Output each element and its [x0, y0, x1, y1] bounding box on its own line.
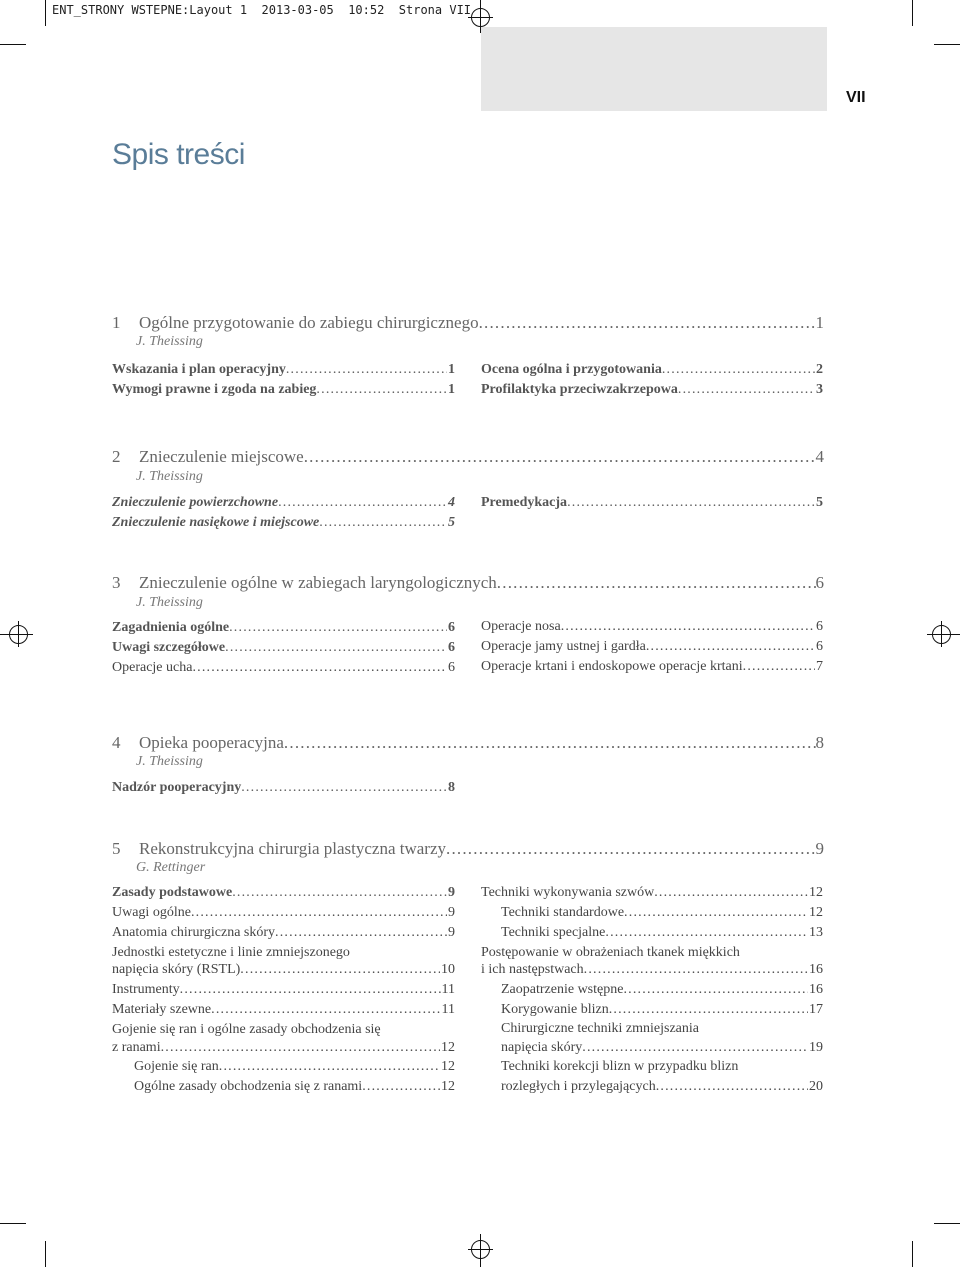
chapter-author: G. Rettinger — [136, 860, 206, 875]
chapter-page: 4 — [815, 447, 824, 466]
toc-subentry: Gojenie się ran ..... 12 — [134, 1059, 455, 1075]
registration-circle-top — [471, 8, 490, 27]
registration-circle-left — [9, 625, 28, 644]
chapter-heading — [112, 839, 824, 859]
toc-entry: Zagadnienia ogólne ..... 6 — [112, 620, 455, 636]
toc-subentry: Korygowanie blizn ..... 17 — [501, 1002, 823, 1018]
toc-entry: Operacje jamy ustnej i gardła ..... 6 — [481, 639, 823, 655]
toc-entry: Operacje krtani i endoskopowe operacje krtani ..... 7 — [481, 659, 823, 675]
chapter-author: J. Theissing — [136, 334, 203, 349]
toc-subentry: napięcia skóry ..... 19 — [501, 1040, 823, 1056]
chapter-page: 9 — [815, 839, 824, 858]
chapter-author: J. Theissing — [136, 469, 203, 484]
chapter-number: 3 — [112, 573, 121, 592]
toc-subentry-line1: Techniki korekcji blizn w przypadku blizn — [501, 1059, 739, 1074]
toc-subentry: Techniki specjalne ..... 13 — [501, 925, 823, 941]
toc-subentry: Techniki standardowe ..... 12 — [501, 905, 823, 921]
chapter-number: 4 — [112, 733, 121, 752]
toc-entry: Anatomia chirurgiczna skóry ..... 9 — [112, 925, 455, 941]
toc-entry: Nadzór pooperacyjny ..... 8 — [112, 780, 455, 796]
toc-entry: Premedykacja ..... 5 — [481, 495, 823, 511]
chapter-number: 1 — [112, 313, 121, 332]
toc-entry: Zasady podstawowe ..... 9 — [112, 885, 455, 901]
toc-entry: Uwagi szczegółowe ..... 6 — [112, 640, 455, 656]
print-slug: ENT_STRONY WSTEPNE:Layout 1 2013-03-05 10:52 Strona VII — [52, 3, 472, 17]
toc-entry: Operacje ucha ..... 6 — [112, 660, 455, 676]
page-number-tab — [481, 27, 827, 111]
chapter-number: 2 — [112, 447, 121, 466]
toc-subentry-line1: Chirurgiczne techniki zmniejszania — [501, 1021, 700, 1036]
chapter-heading — [112, 313, 824, 333]
page-number: VII — [846, 89, 866, 106]
toc-subentry: Ogólne zasady obchodzenia się z ranami ..... 12 — [134, 1079, 455, 1095]
chapter-heading — [112, 733, 824, 753]
toc-entry-line1: Jednostki estetyczne i linie zmniejszonego — [112, 945, 350, 960]
toc-subentry: rozległych i przylegających ..... 20 — [501, 1079, 823, 1095]
chapter-page: 1 — [815, 313, 824, 332]
chapter-title: Znieczulenie miejscowe — [139, 447, 304, 466]
toc-entry: Instrumenty ..... 11 — [112, 982, 455, 998]
toc-entry: Materiały szewne ..... 11 — [112, 1002, 455, 1018]
chapter-author: J. Theissing — [136, 595, 203, 610]
chapter-number: 5 — [112, 839, 121, 858]
toc-entry: Techniki wykonywania szwów ..... 12 — [481, 885, 823, 901]
chapter-heading — [112, 447, 824, 467]
registration-circle-bottom — [471, 1240, 490, 1259]
toc-entry: Wymogi prawne i zgoda na zabieg ..... 1 — [112, 382, 455, 398]
toc-entry: Znieczulenie powierzchowne ..... 4 — [112, 495, 455, 511]
toc-entry: Wskazania i plan operacyjny ..... 1 — [112, 362, 455, 378]
registration-circle-right — [932, 625, 951, 644]
page-title: Spis treści — [112, 138, 245, 171]
chapter-title: Rekonstrukcyjna chirurgia plastyczna twarzy — [139, 839, 446, 858]
toc-entry: Profilaktyka przeciwzakrzepowa ..... 3 — [481, 382, 823, 398]
chapter-title: Znieczulenie ogólne w zabiegach laryngologicznych — [139, 573, 497, 592]
chapter-heading — [112, 573, 824, 593]
toc-entry: napięcia skóry (RSTL) ..... 10 — [112, 962, 455, 978]
chapter-title: Ogólne przygotowanie do zabiegu chirurgicznego — [139, 313, 479, 332]
toc-entry: Ocena ogólna i przygotowania ..... 2 — [481, 362, 823, 378]
toc-entry: Operacje nosa ..... 6 — [481, 619, 823, 635]
chapter-page: 6 — [815, 573, 824, 592]
chapter-title: Opieka pooperacyjna — [139, 733, 284, 752]
toc-entry: z ranami ..... 12 — [112, 1040, 455, 1056]
toc-entry: Uwagi ogólne ..... 9 — [112, 905, 455, 921]
toc-entry-line1: Postępowanie w obrażeniach tkanek miękkich — [481, 945, 740, 960]
toc-entry: Znieczulenie nasiękowe i miejscowe ..... 5 — [112, 515, 455, 531]
toc-subentry: Zaopatrzenie wstępne ..... 16 — [501, 982, 823, 998]
chapter-page: 8 — [815, 733, 824, 752]
toc-entry: i ich następstwach ..... 16 — [481, 962, 823, 978]
chapter-author: J. Theissing — [136, 754, 203, 769]
toc-entry-line1: Gojenie się ran i ogólne zasady obchodzenia się — [112, 1022, 381, 1037]
